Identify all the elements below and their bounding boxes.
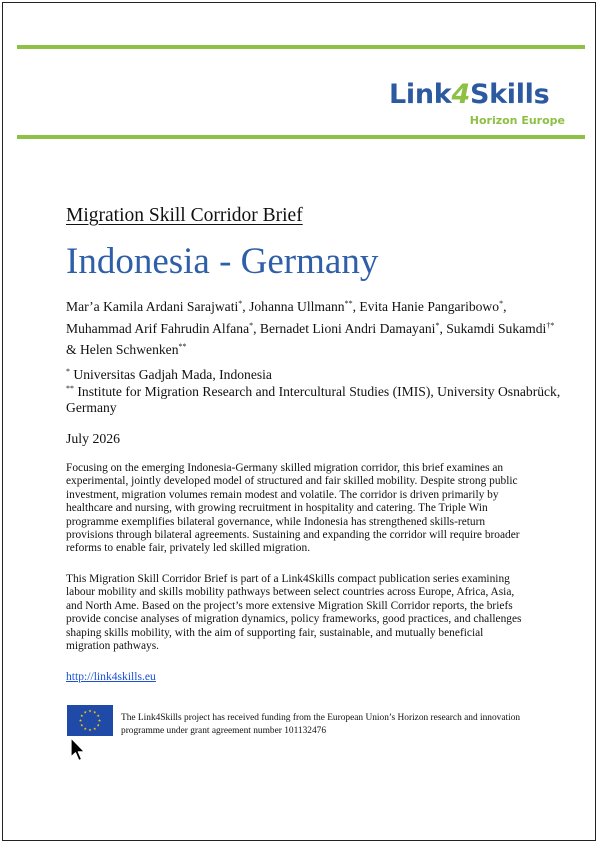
brief-label: Migration Skill Corridor Brief bbox=[66, 205, 303, 226]
series-description-paragraph: This Migration Skill Corridor Brief is part of a Link4Skills compact publication series examining labour mobility and skills mobility pathways between select countries across Europe, Africa, Asia, and North Ame. Based on the project’s more extensive Migration Skill Corridor reports, the briefs provide concise analyses of migration dynamics, policy frameworks, good practices, and challenges shaping skills mobility, with the aim of supporting fair, sustainable, and mutually beneficial migration pathways. bbox=[66, 573, 522, 653]
eu-star bbox=[89, 710, 92, 713]
affiliation-item: ** Institute for Migration Research and Intercultural Studies (IMIS), University Osnabrück, Germany bbox=[66, 383, 561, 416]
logo-wordmark: Link4Skills bbox=[389, 79, 550, 110]
author-name: Evita Hanie Pangaribowo bbox=[359, 299, 500, 314]
author-name: Johanna Ullmann bbox=[249, 299, 345, 314]
eu-star bbox=[97, 724, 100, 727]
eu-star bbox=[80, 714, 83, 717]
affiliation-item: * Universitas Gadjah Mada, Indonesia bbox=[66, 367, 272, 382]
abstract-paragraph: Focusing on the emerging Indonesia-Germany skilled migration corridor, this brief examines an experimental, jointly developed model of structured and fair skilled mobility. Despite strong public investment, migration volumes remain modest and volatile. The corridor is driven primarily by healthcare and nursing, with growing recruitment in hospitality and catering. The Triple Win programme exemplifies bilateral governance, while Indonesia has strengthened skills-return provisions through bilateral agreements. Sustaining and expanding the corridor will require broader reforms to enable fair, privately led skilled migration. bbox=[66, 462, 520, 555]
eu-star bbox=[93, 711, 96, 714]
eu-star bbox=[79, 719, 82, 722]
eu-star bbox=[84, 711, 87, 714]
eu-star bbox=[93, 727, 96, 730]
affiliation-list bbox=[66, 367, 566, 417]
top-divider bbox=[17, 45, 585, 49]
author-name: Mar’a Kamila Ardani Sarajwati bbox=[66, 299, 239, 314]
eu-star bbox=[84, 727, 87, 730]
link4skills-logo bbox=[389, 81, 569, 133]
eu-star bbox=[97, 714, 100, 717]
author-name: Helen Schwenken bbox=[79, 342, 179, 357]
eu-star bbox=[80, 724, 83, 727]
author-name: Sukamdi Sukamdi bbox=[446, 320, 547, 336]
bottom-divider bbox=[17, 135, 585, 139]
author-name: Muhammad Arif Fahrudin Alfana bbox=[66, 320, 250, 336]
logo-subtitle: Horizon Europe bbox=[469, 114, 565, 127]
funding-statement: The Link4Skills project has received funding from the European Union’s Horizon research and innovation programme under grant agreement number 101132476 bbox=[121, 713, 521, 736]
document-page bbox=[2, 2, 596, 841]
mouse-pointer-icon bbox=[69, 737, 87, 763]
eu-star bbox=[89, 729, 92, 732]
author-name: Bernadet Lioni Andri Damayani bbox=[259, 320, 436, 336]
eu-flag-icon bbox=[67, 705, 113, 736]
publication-date: July 2026 bbox=[66, 431, 121, 446]
eu-star bbox=[98, 719, 101, 722]
website-link[interactable]: http://link4skills.eu bbox=[66, 670, 156, 683]
page-title: Indonesia - Germany bbox=[66, 241, 379, 282]
author-list: Mar’a Kamila Ardani Sarajwati*, Johanna Ullmann**, Evita Hanie Pangaribowo*, Muhammad Arif Fahrudin Alfana*, Bernadet Lioni Andri Damayani*, Sukamdi Sukamdi†* & Helen Schwenken** bbox=[66, 299, 555, 357]
